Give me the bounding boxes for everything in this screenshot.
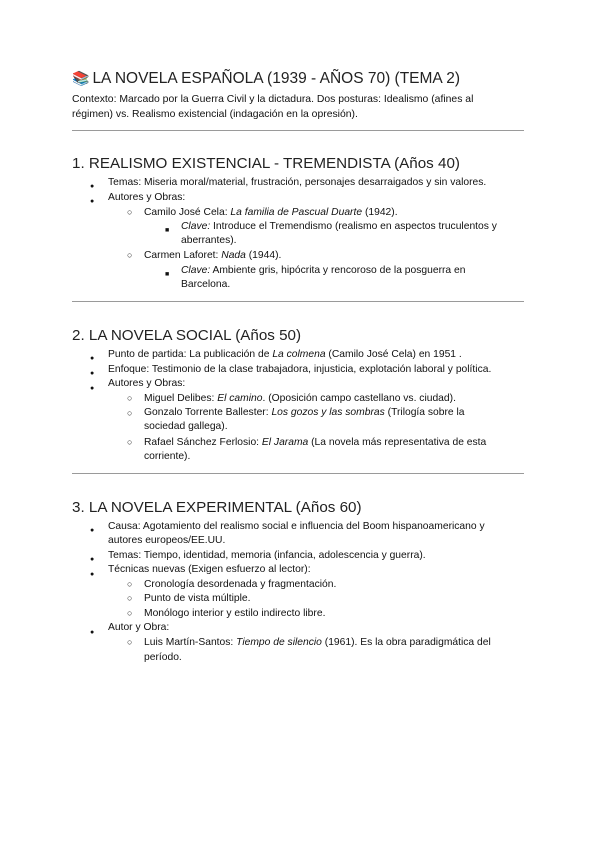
circle-bullet-icon bbox=[127, 393, 132, 403]
bullet-icon bbox=[90, 524, 94, 534]
author-name: Gonzalo Torrente Ballester: bbox=[144, 407, 272, 418]
square-bullet-icon bbox=[165, 224, 169, 234]
bullet-icon bbox=[90, 382, 94, 392]
list-item: Causa: Agotamiento del realismo social e influencia del Boom hispanoamericano y bbox=[108, 521, 485, 532]
bullet-icon bbox=[90, 180, 94, 190]
author-name: Carmen Laforet: bbox=[144, 250, 222, 261]
list-item bbox=[144, 392, 456, 407]
section-heading-2: 2. LA NOVELA SOCIAL (Años 50) bbox=[72, 327, 302, 344]
clave-text: Ambiente gris, hipócrita y rencoroso de la posguerra en bbox=[210, 265, 466, 276]
context-line: Contexto: Marcado por la Guerra Civil y la dictadura. Dos posturas: Idealismo (afines al bbox=[72, 94, 474, 105]
work-title: Los gozos y las sombras bbox=[271, 407, 385, 418]
list-item: Cronología desordenada y fragmentación. bbox=[144, 579, 337, 590]
bullet-icon bbox=[90, 626, 94, 636]
work-title: El Jarama bbox=[261, 437, 309, 448]
divider bbox=[72, 473, 524, 474]
clave-label: Clave: bbox=[181, 221, 211, 232]
item-text: (Trilogía sobre la bbox=[384, 407, 465, 418]
circle-bullet-icon bbox=[127, 608, 132, 618]
section-heading-1: 1. REALISMO EXISTENCIAL - TREMENDISTA (Años 40) bbox=[72, 155, 460, 172]
work-title: Tiempo de silencio bbox=[236, 637, 322, 648]
circle-bullet-icon bbox=[127, 408, 132, 418]
list-item bbox=[144, 406, 465, 421]
bullet-icon bbox=[90, 195, 94, 205]
context-line: régimen) vs. Realismo existencial (indagación en la opresión). bbox=[72, 108, 358, 120]
author-name: Luis Martín-Santos: bbox=[144, 637, 237, 648]
list-item: Monólogo interior y estilo indirecto libre. bbox=[144, 608, 326, 619]
author-name: Camilo José Cela: bbox=[144, 207, 231, 218]
item-text: (La novela más representativa de esta bbox=[308, 437, 487, 448]
list-item: Temas: Miseria moral/material, frustración, personajes desarraigados y sin valores. bbox=[108, 177, 487, 188]
list-item-continuation: sociedad gallega). bbox=[144, 421, 228, 432]
list-item bbox=[144, 249, 281, 264]
list-item bbox=[108, 348, 462, 363]
page-title bbox=[72, 70, 460, 88]
bullet-icon bbox=[90, 553, 94, 563]
author-name: Rafael Sánchez Ferlosio: bbox=[144, 437, 262, 448]
list-item-continuation: autores europeos/EE.UU. bbox=[108, 535, 226, 546]
divider bbox=[72, 301, 524, 302]
section-heading-3: 3. LA NOVELA EXPERIMENTAL (Años 60) bbox=[72, 499, 362, 516]
bullet-icon bbox=[90, 352, 94, 362]
list-item-continuation: Barcelona. bbox=[181, 279, 231, 290]
author-name: Miguel Delibes: bbox=[144, 393, 218, 404]
circle-bullet-icon bbox=[127, 437, 132, 447]
work-year: (1944). bbox=[245, 250, 282, 261]
list-item: Autores y Obras: bbox=[108, 378, 186, 389]
list-item: Punto de vista múltiple. bbox=[144, 593, 251, 604]
list-item bbox=[181, 264, 465, 279]
work-title: La familia de Pascual Duarte bbox=[230, 207, 363, 218]
circle-bullet-icon bbox=[127, 207, 132, 217]
item-text: . (Oposición campo castellano vs. ciudad). bbox=[262, 393, 456, 404]
work-title: El camino bbox=[217, 393, 263, 404]
list-item bbox=[144, 436, 486, 451]
square-bullet-icon bbox=[165, 268, 169, 278]
title-text: LA NOVELA ESPAÑOLA (1939 - AÑOS 70) (TEMA 2) bbox=[92, 70, 461, 87]
circle-bullet-icon bbox=[127, 593, 132, 603]
list-item: Autores y Obras: bbox=[108, 192, 186, 203]
divider bbox=[72, 130, 524, 131]
list-item bbox=[144, 636, 491, 651]
list-item-continuation: aberrantes). bbox=[181, 235, 237, 246]
bullet-icon bbox=[90, 367, 94, 377]
item-text: Punto de partida: La publicación de bbox=[108, 349, 273, 360]
list-item: Autor y Obra: bbox=[108, 622, 170, 633]
item-text: (1961). Es la obra paradigmática del bbox=[321, 637, 491, 648]
list-item: Temas: Tiempo, identidad, memoria (infancia, adolescencia y guerra). bbox=[108, 550, 426, 561]
work-title: La colmena bbox=[272, 349, 326, 360]
item-text: (Camilo José Cela) en 1951 . bbox=[325, 349, 462, 360]
list-item: Técnicas nuevas (Exigen esfuerzo al lector): bbox=[108, 564, 311, 575]
circle-bullet-icon bbox=[127, 637, 132, 647]
list-item-continuation: período. bbox=[144, 652, 182, 663]
circle-bullet-icon bbox=[127, 250, 132, 260]
bullet-icon bbox=[90, 568, 94, 578]
work-year: (1942). bbox=[362, 207, 398, 218]
context-paragraph bbox=[72, 93, 532, 122]
clave-label: Clave: bbox=[181, 265, 211, 276]
clave-text: Introduce el Tremendismo (realismo en aspectos truculentos y bbox=[210, 221, 497, 232]
list-item bbox=[144, 206, 398, 221]
work-title: Nada bbox=[221, 250, 246, 261]
list-item: Enfoque: Testimonio de la clase trabajadora, injusticia, explotación laboral y política. bbox=[108, 364, 492, 375]
list-item-continuation: corriente). bbox=[144, 451, 191, 462]
circle-bullet-icon bbox=[127, 579, 132, 589]
books-icon: 📚 bbox=[72, 70, 90, 86]
list-item bbox=[181, 220, 497, 235]
